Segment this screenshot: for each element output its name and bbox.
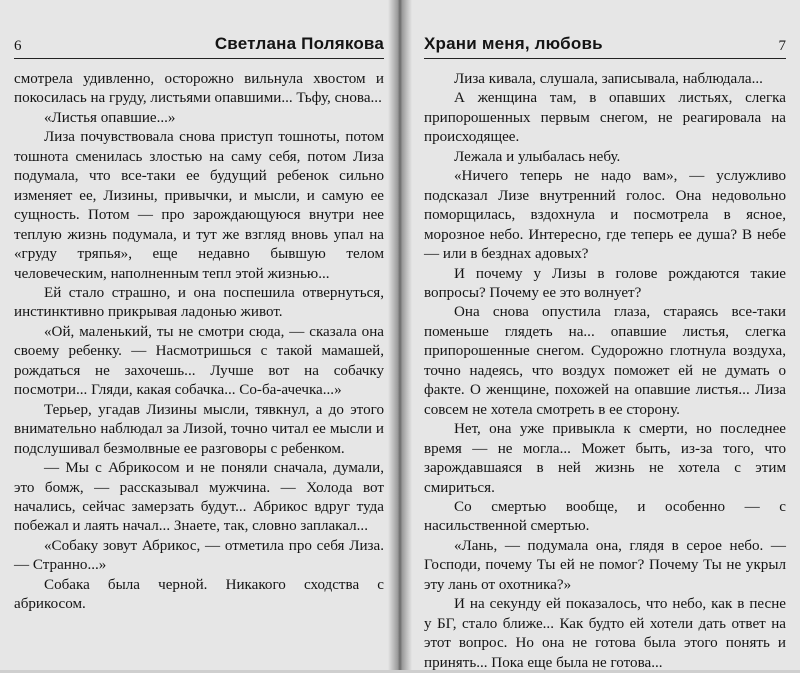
- paragraph: Нет, она уже привыкла к смерти, но последнее время — не могла... Может быть, из-за того, что зарождавшаяся в ней жизнь не хотела с этим смириться.: [424, 421, 786, 496]
- paragraph: Лежала и улыбалась небу.: [454, 148, 621, 165]
- right-page-number: 7: [778, 38, 786, 54]
- paragraph: Она снова опустила глаза, стараясь все-таки поменьше глядеть на... опавшие листья, слегка припорошенные снегом. Судорожно глотнула воздуха, точно надеясь, что воздух поможет ей не думать о факте. О женщине, похожей на опавшие листья... Лиза совсем не хотела смотреть в ее сторону.: [424, 304, 786, 418]
- paragraph: И почему у Лизы в голове рождаются такие вопросы? Почему ее это волнует?: [424, 265, 786, 301]
- paragraph: И на секунду ей показалось, что небо, как в песне у БГ, стало ближе... Как будто ей хотели дать ответ на этот вопрос. Но она не готова была этого понять и принять... Пока еще была не готова...: [424, 596, 786, 671]
- paragraph: Собака была черной. Никакого сходства с абрикосом.: [14, 576, 384, 613]
- paragraph: «Ой, маленький, ты не смотри сюда, — сказала она своему ребенку. — Насмотришься с такой мамашей, рождаться не захочешь... Лучше вот на собачку посмотри... Гляди, какая собачка... Со-ба-ачечка...»: [14, 323, 384, 399]
- paragraph: «Собаку зовут Абрикос, — отметила про себя Лиза. — Странно...»: [14, 537, 384, 574]
- paragraph: Ей стало страшно, и она поспешила отвернуться, инстинктивно прикрывая ладонью живот.: [14, 284, 384, 321]
- right-page-header: [424, 34, 786, 59]
- paragraph: Лиза кивала, слушала, записывала, наблюдала...: [454, 71, 763, 87]
- paragraph: Терьер, угадав Лизины мысли, тявкнул, а до этого внимательно наблюдал за Лизой, точно читал ее мысли и подслушивал безмолвные ее разговоры с ребенком.: [14, 401, 384, 457]
- right-page: [402, 0, 800, 670]
- left-page-text: [14, 70, 384, 615]
- left-page: [0, 0, 398, 670]
- left-page-header: [14, 34, 384, 59]
- paragraph: — Мы с Абрикосом и не поняли сначала, думали, это бомж, — рассказывал мужчина. — Холода вот начались, сейчас замерзать будут... Абрикос вдруг туда побежал и лаять начал... Знаете, так, словно заплакал...: [14, 460, 384, 535]
- paragraph: смотрела удивленно, осторожно вильнула хвостом и покосилась на груду, листьями опавшими... Тьфу, снова...: [14, 71, 384, 107]
- book-gutter: [388, 0, 412, 670]
- left-page-number: 6: [14, 38, 22, 54]
- paragraph: Лиза почувствовала снова приступ тошноты, потом тошнота сменилась злостью на саму себя, потом Лиза подумала, что все-таки ее будущий ребенок сильно изменяет ее, Лизины, привычки, и мысли, и самую ее сущность. Потом — про зарождающуюся внутри нее теплую жизнь подумала, и тут же взгляд вновь упал на «груду тряпья», еще недавно бывшую телом человеческим, наполненным тепл этой жизнью...: [14, 129, 384, 282]
- paragraph: А женщина там, в опавших листьях, слегка припорошенных первым снегом, не реагировала на происходящее.: [424, 90, 786, 146]
- paragraph: Со смертью вообще, и особенно — с насильственной смертью.: [424, 498, 786, 535]
- paragraph: «Лань, — подумала она, глядя в серое небо. — Господи, почему Ты ей не помог? Почему Ты не укрыл эту лань от охотника?»: [424, 537, 786, 593]
- paragraph: «Ничего теперь не надо вам», — услужливо подсказал Лизе внутренний голос. Она недовольно поморщилась, вздохнула и посмотрела в ясное, морозное небо. Интересно, где теперь ее душа? В небе — или в безднах адовых?: [424, 168, 786, 263]
- paragraph: «Листья опавшие...»: [44, 109, 176, 126]
- right-running-head: Храни меня, любовь: [424, 34, 603, 53]
- right-page-text: [424, 70, 786, 673]
- left-running-head: Светлана Полякова: [214, 34, 384, 53]
